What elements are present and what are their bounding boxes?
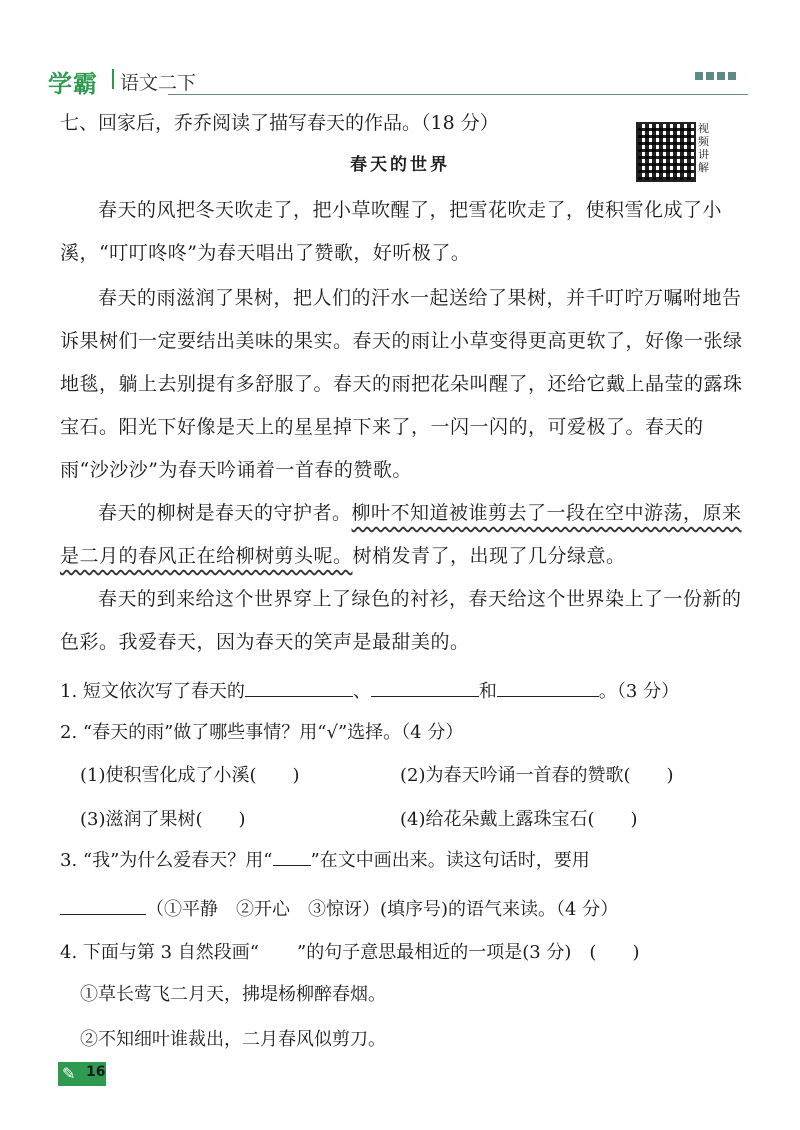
q3-text: 3. “我”为什么爱春天？用“ (60, 850, 273, 871)
answer-blank[interactable] (245, 676, 353, 697)
decorative-squares (695, 72, 736, 80)
q3-text-b: ”在文中画出来。读这句话时，要用 (310, 850, 590, 871)
question-1 (60, 676, 750, 707)
q1-end: 。（3 分） (598, 681, 680, 702)
page-number: 16 (86, 1064, 106, 1080)
wavy-underlined-sentence: 柳叶不知道被谁剪去了一段在空中游荡，原来是二月的春风正在给柳树剪头呢。 (60, 502, 742, 567)
pencil-icon: ✎ (62, 1064, 76, 1083)
question-title: 七、回家后，乔乔阅读了描写春天的作品。（18 分） (60, 112, 499, 134)
answer-blank[interactable] (371, 676, 479, 697)
q1-sep: 、 (352, 681, 371, 702)
q4-option-1: ①草长莺飞二月天，拂堤杨柳醉春烟。 (80, 984, 386, 1005)
question-4 (60, 938, 750, 968)
qr-label: 视频讲解 (698, 122, 709, 174)
q3-choices: （①平静 ②开心 ③惊讶）(填序号)的语气来读。（4 分） (146, 899, 619, 920)
header-divider (112, 69, 114, 89)
page-header (48, 58, 748, 98)
brand-logo: 学霸 (48, 70, 98, 98)
q1-and: 和 (478, 681, 497, 702)
answer-blank[interactable] (60, 894, 146, 915)
paragraph-2: 春天的雨滋润了果树，把人们的汗水一起送给了果树，并千叮咛万嘱咐地告诉果树们一定要结出美味的果实。春天的雨让小草变得更高更软了，好像一张绿地毯，躺上去别提有多舒服了。春天的雨把花朵叫醒了，还给它戴上晶莹的露珠宝石。阳光下好像是天上的星星掉下来了，一闪一闪的，可爱极了。春天的雨“沙沙沙”为春天吟诵着一首春的赞歌。 (60, 287, 743, 481)
paragraph-3-start: 春天的柳树是春天的守护者。 (98, 502, 352, 524)
q4-text: 4. 下面与第 3 自然段画“ (60, 942, 259, 963)
question-3 (60, 846, 750, 876)
page-footer (58, 1062, 106, 1086)
answer-blank[interactable] (497, 676, 599, 697)
underline-symbol (273, 851, 311, 866)
book-subtitle: 语文二下 (120, 72, 197, 94)
q2-option-2[interactable]: (2)为春天吟诵一首春的赞歌( ) (400, 765, 674, 786)
q2-option-4[interactable]: (4)给花朵戴上露珠宝石( ) (400, 809, 638, 830)
q4-text-b: ”的句子意思最相近的一项是(3 分) ( ) (297, 942, 640, 963)
wavy-symbol (259, 938, 297, 968)
q2-option-3[interactable]: (3)滋润了果树( ) (80, 809, 246, 830)
paragraph-3-end: 树梢发青了，出现了几分绿意。 (352, 545, 626, 567)
question-3-line-2 (60, 894, 750, 925)
header-rule (168, 94, 748, 95)
q4-option-2: ②不知细叶谁裁出，二月春风似剪刀。 (80, 1029, 386, 1050)
q1-text: 1. 短文依次写了春天的 (60, 681, 245, 702)
paragraph-4: 春天的到来给这个世界穿上了绿色的衬衫，春天给这个世界染上了一份新的色彩。我爱春天，因为春天的笑声是最甜美的。 (60, 588, 742, 653)
q2-option-1[interactable]: (1)使积雪化成了小溪( ) (80, 765, 300, 786)
article-title: 春天的世界 (350, 155, 450, 175)
paragraph-1: 春天的风把冬天吹走了，把小草吹醒了，把雪花吹走了，使积雪化成了小溪，“叮叮咚咚”为春天唱出了赞歌，好听极了。 (60, 199, 723, 264)
paragraph-3 (60, 492, 750, 578)
question-2: 2. “春天的雨”做了哪些事情？用“√”选择。（4 分） (60, 722, 464, 743)
